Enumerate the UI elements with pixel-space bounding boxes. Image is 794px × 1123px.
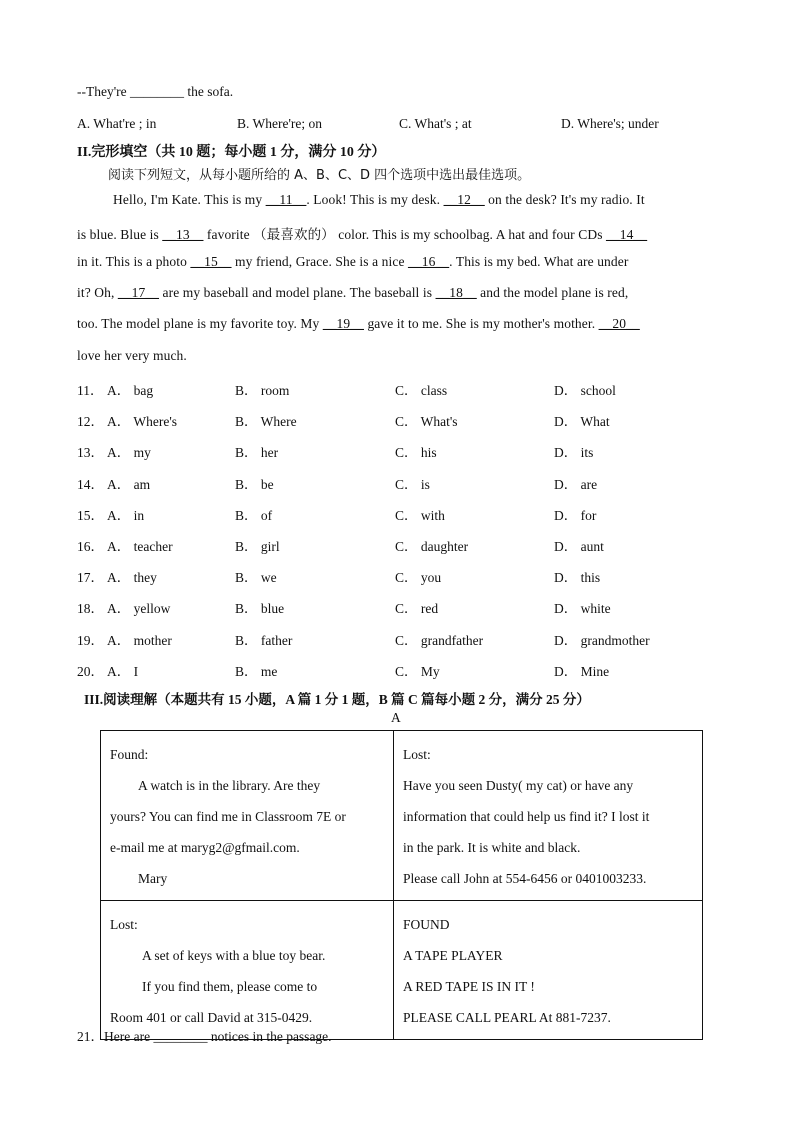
option-d: D． for [554, 507, 597, 523]
notice-line: e-mail me at maryg2@gfmail.com. [110, 840, 300, 855]
passage-text: are my baseball and model plane. The baseball is [159, 285, 436, 300]
question-number: 19． [77, 632, 104, 648]
option-d: D． its [554, 445, 594, 461]
option-c: C． What's [395, 414, 458, 430]
passage-text: love her very much. [77, 348, 187, 363]
notice-line: information that could help us find it? I lost it [403, 809, 650, 824]
passage-line [77, 254, 628, 270]
option-d: D． school [554, 383, 616, 398]
q10-option-a: A. What're ; in [77, 116, 157, 131]
option-a: A． bag [107, 383, 154, 398]
cloze-blank: __15__ [190, 254, 232, 269]
q10-line: --They're ________ the sofa. [77, 84, 234, 99]
option-d: D． What [554, 414, 610, 430]
option-b: B． her [235, 445, 279, 461]
notice-heading: Lost: [403, 747, 431, 762]
option-a: A． I [107, 663, 139, 679]
notice-line: If you find them, please come to [142, 979, 318, 994]
option-a: A． mother [107, 632, 172, 648]
passage-line [113, 192, 645, 208]
notice-line: PLEASE CALL PEARL At 881-7237. [403, 1010, 611, 1025]
notice-lost-cat [394, 731, 703, 901]
passage-text: favorite （最喜欢的） color. This is my schoolbag. A hat and four CDs [203, 227, 607, 242]
option-b: B． we [235, 570, 277, 586]
notice-signature: Mary [138, 871, 168, 886]
passage-text: in it. This is a photo [77, 254, 191, 269]
option-c: C． his [395, 445, 437, 461]
question-row [77, 410, 717, 430]
section2-instruction: 阅读下列短文，从每小题所给的 A、B、C、D 四个选项中选出最佳选项。 [108, 168, 531, 183]
question-row [77, 504, 717, 524]
notice-line: A watch is in the library. Are they [138, 778, 321, 793]
question-number: 20． [77, 663, 104, 679]
question-row [77, 535, 717, 555]
cloze-blank: __20__ [598, 316, 640, 331]
option-b: B． father [235, 632, 293, 648]
passage-text: is blue. Blue is [77, 227, 163, 242]
section2-title: II.完形填空（共 10 题；每小题 1 分，满分 10 分） [77, 145, 386, 160]
passage-text: . Look! This is my desk. [306, 192, 444, 207]
q10-option-b: B. Where're; on [237, 116, 323, 131]
question-number: 14． [77, 476, 104, 492]
option-a: A． yellow [107, 601, 171, 617]
question-21: 21．Here are ________ notices in the passage. [77, 1029, 332, 1044]
notice-line: Please call John at 554-6456 or 0401003233. [403, 871, 647, 886]
question-number: 17． [77, 570, 104, 586]
option-a: A． my [107, 445, 151, 461]
section3-title: III.阅读理解（本题共有 15 小题，A 篇 1 分 1 题，B 篇 C 篇每小题 2 分，满分 25 分） [84, 692, 590, 707]
option-c: C． My [395, 663, 440, 679]
passage-line [77, 348, 187, 364]
option-b: B． be [235, 476, 274, 492]
notice-found-watch [101, 731, 394, 901]
passage-a-label: A [391, 710, 401, 725]
question-number: 13． [77, 445, 104, 461]
option-b: B． of [235, 507, 273, 523]
option-a: A． they [107, 570, 157, 586]
passage-line [77, 316, 640, 332]
passage-text: on the desk? It's my radio. It [484, 192, 645, 207]
option-c: C． red [395, 601, 439, 617]
option-d: D． grandmother [554, 632, 650, 648]
question-row [77, 566, 717, 586]
question-row [77, 597, 717, 617]
question-row [77, 660, 717, 680]
option-b: B． room [235, 383, 290, 398]
notice-heading: Lost: [110, 917, 138, 932]
notice-heading: FOUND [403, 917, 450, 932]
cloze-blank: __11__ [265, 192, 307, 207]
question-row [77, 441, 717, 461]
q10-option-c: C. What's ; at [399, 116, 472, 131]
passage-text: Hello, I'm Kate. This is my [113, 192, 266, 207]
question-number: 16． [77, 539, 104, 554]
option-d: D． this [554, 570, 601, 586]
passage-text: gave it to me. She is my mother's mother. [363, 316, 599, 331]
option-c: C． daughter [395, 539, 469, 554]
option-d: D． are [554, 476, 598, 492]
option-b: B． Where [235, 414, 297, 430]
cloze-blank: __16__ [408, 254, 450, 269]
option-a: A． Where's [107, 414, 178, 430]
option-c: C． is [395, 476, 430, 492]
notice-line: A set of keys with a blue toy bear. [142, 948, 326, 963]
option-d: D． aunt [554, 539, 604, 554]
passage-text: . This is my bed. What are under [449, 254, 629, 269]
notice-line: Room 401 or call David at 315-0429. [110, 1010, 313, 1025]
notice-heading: Found: [110, 747, 149, 762]
notice-line: A TAPE PLAYER [403, 948, 503, 963]
cloze-blank: __12__ [443, 192, 485, 207]
question-row [77, 629, 717, 649]
q10-options [77, 116, 717, 136]
question-row [77, 473, 717, 493]
passage-text: and the model plane is red, [476, 285, 629, 300]
notice-line: in the park. It is white and black. [403, 840, 581, 855]
question-number: 11． [77, 383, 104, 398]
notice-line: yours? You can find me in Classroom 7E or [110, 809, 346, 824]
option-b: B． me [235, 663, 278, 679]
cloze-blank: __19__ [322, 316, 364, 331]
cloze-blank: __14__ [606, 227, 648, 242]
cloze-blank: __13__ [162, 227, 204, 242]
option-a: A． teacher [107, 539, 173, 554]
notice-found-tape [394, 901, 703, 1040]
option-c: C． you [395, 570, 442, 586]
passage-text: my friend, Grace. She is a nice [231, 254, 409, 269]
passage-line [77, 285, 628, 301]
option-b: B． blue [235, 601, 285, 617]
cloze-blank: __18__ [435, 285, 477, 300]
question-number: 12． [77, 414, 104, 430]
question-row [77, 379, 717, 399]
passage-text: too. The model plane is my favorite toy. My [77, 316, 323, 331]
notice-lost-keys [101, 901, 394, 1040]
question-number: 18． [77, 601, 104, 617]
notice-line: A RED TAPE IS IN IT ! [403, 979, 535, 994]
option-b: B． girl [235, 539, 280, 554]
q10-option-d: D. Where's; under [561, 116, 659, 131]
option-d: D． Mine [554, 663, 610, 679]
notice-line: Have you seen Dusty( my cat) or have any [403, 778, 634, 793]
question-number: 15． [77, 507, 104, 523]
option-c: C． grandfather [395, 632, 484, 648]
option-c: C． with [395, 507, 445, 523]
cloze-blank: __17__ [117, 285, 160, 300]
option-d: D． white [554, 601, 611, 617]
option-a: A． am [107, 476, 151, 492]
option-a: A． in [107, 507, 145, 523]
passage-line [77, 223, 647, 243]
notice-table [100, 730, 703, 1040]
option-c: C． class [395, 383, 448, 398]
passage-text: it? Oh, [77, 285, 118, 300]
